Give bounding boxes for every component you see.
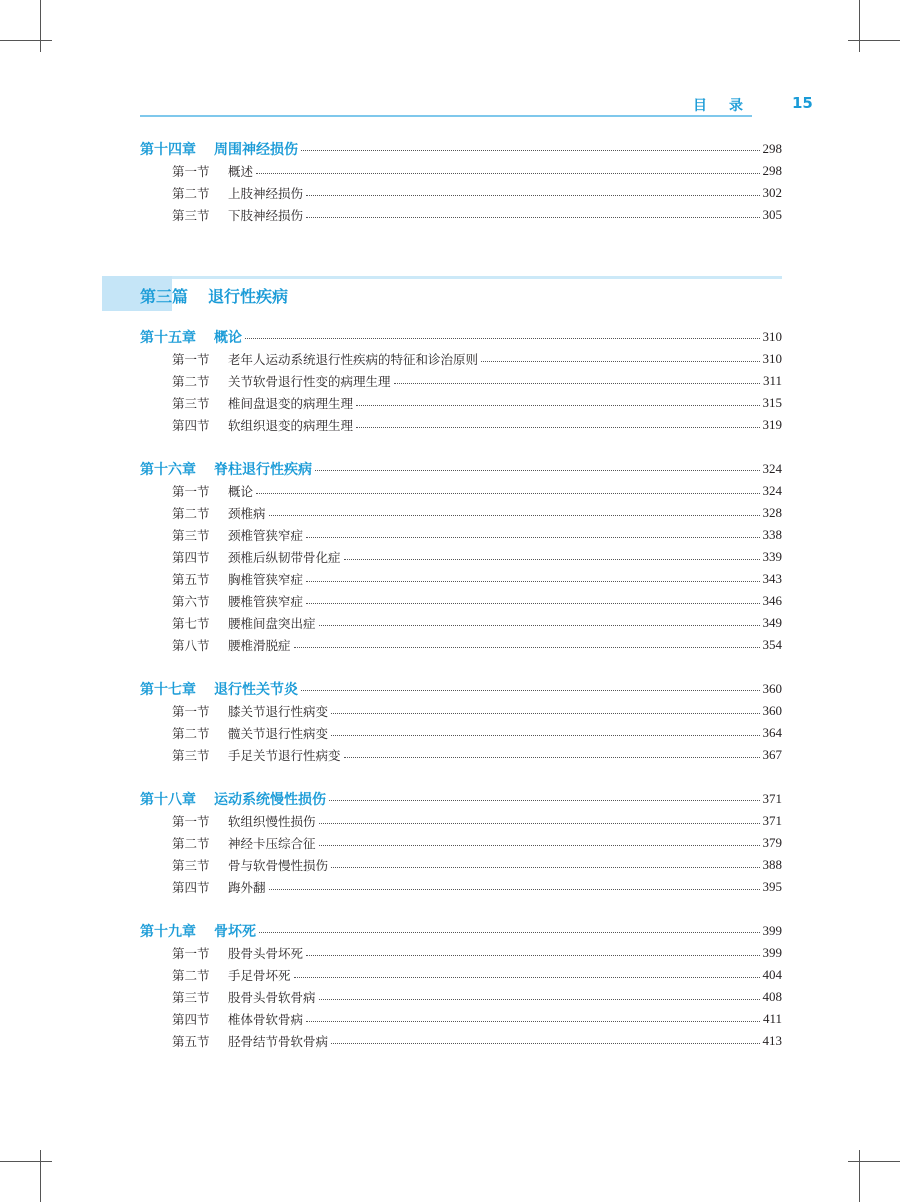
section-entry-page: 311: [762, 373, 782, 388]
section-entry-label: 第三节: [172, 528, 210, 543]
toc-after-part: [140, 325, 782, 1052]
section-entry-label: 第四节: [172, 1012, 210, 1027]
dot-leader: [245, 338, 760, 339]
section-entry-page: 413: [762, 1033, 782, 1048]
chapter-entry-title: 周围神经损伤: [214, 141, 298, 158]
chapter-group: [140, 677, 782, 766]
section-entry-page: 302: [762, 185, 782, 200]
section-entry[interactable]: [140, 700, 782, 722]
section-entry[interactable]: [140, 942, 782, 964]
section-entry-label: 第一节: [172, 352, 210, 367]
section-entry-title: 膝关节退行性病变: [228, 704, 329, 719]
section-entry-page: 379: [762, 835, 782, 850]
dot-leader: [356, 405, 759, 406]
section-entry-title: 胫骨结节骨软骨病: [228, 1034, 329, 1049]
page-number: 15: [792, 94, 813, 112]
crop-mark: [859, 1150, 860, 1202]
section-entry-label: 第三节: [172, 748, 210, 763]
section-entry-page: 328: [762, 505, 782, 520]
section-entry-page: 319: [762, 417, 782, 432]
chapter-entry-page: 360: [762, 680, 782, 696]
crop-mark: [40, 0, 41, 52]
section-entry-label: 第二节: [172, 186, 210, 201]
dot-leader: [306, 195, 759, 196]
section-entry-label: 第三节: [172, 396, 210, 411]
section-entry-title: 颈椎后纵韧带骨化症: [228, 550, 341, 565]
dot-leader: [344, 757, 760, 758]
section-entry-title: 股骨头骨坏死: [228, 946, 304, 961]
section-entry[interactable]: [140, 986, 782, 1008]
chapter-entry-page: 298: [762, 140, 782, 156]
section-entry-label: 第三节: [172, 990, 210, 1005]
dot-leader: [319, 999, 760, 1000]
chapter-group: [140, 137, 782, 226]
dot-leader: [344, 559, 760, 560]
part-rule: [172, 276, 782, 279]
section-entry-label: 第四节: [172, 880, 210, 895]
dot-leader: [306, 955, 759, 956]
part-title: 退行性疾病: [208, 287, 289, 306]
dot-leader: [331, 713, 759, 714]
chapter-entry[interactable]: [140, 137, 782, 160]
section-entry-page: 315: [762, 395, 782, 410]
section-entry[interactable]: [140, 590, 782, 612]
chapter-group: [140, 919, 782, 1052]
chapter-entry-page: 310: [762, 328, 782, 344]
section-entry-label: 第二节: [172, 374, 210, 389]
section-entry-title: 概论: [228, 484, 254, 499]
dot-leader: [331, 1043, 759, 1044]
section-entry[interactable]: [140, 634, 782, 656]
dot-leader: [356, 427, 759, 428]
toc-before-part: [140, 137, 782, 226]
section-entry-page: 339: [762, 549, 782, 564]
chapter-entry-label: 第十五章: [140, 329, 196, 346]
dot-leader: [331, 867, 759, 868]
section-entry-page: 354: [762, 637, 782, 652]
dot-leader: [331, 735, 759, 736]
section-entry-page: 388: [762, 857, 782, 872]
section-entry[interactable]: [140, 480, 782, 502]
chapter-entry-page: 324: [762, 460, 782, 476]
crop-mark: [848, 40, 900, 41]
section-entry[interactable]: [140, 160, 782, 182]
section-entry-label: 第一节: [172, 814, 210, 829]
section-entry-title: 椎间盘退变的病理生理: [228, 396, 354, 411]
section-entry[interactable]: [140, 964, 782, 986]
chapter-group: [140, 787, 782, 898]
section-entry[interactable]: [140, 744, 782, 766]
chapter-entry-label: 第十七章: [140, 681, 196, 698]
dot-leader: [319, 625, 760, 626]
chapter-entry[interactable]: [140, 787, 782, 810]
section-entry-title: 软组织慢性损伤: [228, 814, 316, 829]
dot-leader: [301, 150, 760, 151]
section-entry[interactable]: [140, 854, 782, 876]
chapter-entry[interactable]: [140, 919, 782, 942]
dot-leader: [481, 361, 759, 362]
chapter-entry-title: 骨坏死: [214, 923, 256, 940]
crop-mark: [0, 1161, 52, 1162]
section-entry-title: 骨与软骨慢性损伤: [228, 858, 329, 873]
dot-leader: [269, 889, 760, 890]
section-entry[interactable]: [140, 502, 782, 524]
dot-leader: [394, 383, 760, 384]
chapter-entry-label: 第十四章: [140, 141, 196, 158]
dot-leader: [306, 217, 759, 218]
section-entry[interactable]: [140, 414, 782, 436]
dot-leader: [306, 537, 759, 538]
part-label: 第三篇: [140, 287, 189, 306]
section-entry-page: 395: [762, 879, 782, 894]
section-entry-page: 349: [762, 615, 782, 630]
section-entry-page: 324: [762, 483, 782, 498]
section-entry-page: 305: [762, 207, 782, 222]
section-entry-title: 胸椎管狭窄症: [228, 572, 304, 587]
section-entry-title: 股骨头骨软骨病: [228, 990, 316, 1005]
section-entry[interactable]: [140, 546, 782, 568]
section-entry[interactable]: [140, 568, 782, 590]
section-entry-title: 踇外翻: [228, 880, 266, 895]
dot-leader: [306, 603, 759, 604]
section-entry[interactable]: [140, 612, 782, 634]
section-entry-page: 298: [762, 163, 782, 178]
chapter-entry-title: 概论: [214, 329, 242, 346]
section-entry-label: 第一节: [172, 484, 210, 499]
chapter-entry-title: 脊柱退行性疾病: [214, 461, 312, 478]
section-entry-title: 上肢神经损伤: [228, 186, 304, 201]
chapter-entry-label: 第十六章: [140, 461, 196, 478]
section-entry-page: 310: [762, 351, 782, 366]
section-entry-label: 第三节: [172, 208, 210, 223]
section-entry[interactable]: [140, 182, 782, 204]
section-entry-page: 399: [762, 945, 782, 960]
section-entry-page: 404: [762, 967, 782, 982]
section-entry-page: 367: [762, 747, 782, 762]
section-entry-label: 第七节: [172, 616, 210, 631]
dot-leader: [329, 800, 760, 801]
section-entry[interactable]: [140, 1030, 782, 1052]
section-entry-title: 髋关节退行性病变: [228, 726, 329, 741]
dot-leader: [294, 977, 760, 978]
section-entry-label: 第二节: [172, 506, 210, 521]
chapter-entry-label: 第十八章: [140, 791, 196, 808]
section-entry[interactable]: [140, 832, 782, 854]
section-entry[interactable]: [140, 204, 782, 226]
dot-leader: [301, 690, 760, 691]
crop-mark: [859, 0, 860, 52]
header-rule: [140, 115, 752, 117]
section-entry[interactable]: [140, 392, 782, 414]
section-entry-title: 腰椎滑脱症: [228, 638, 291, 653]
section-entry-label: 第一节: [172, 704, 210, 719]
section-entry-title: 概述: [228, 164, 254, 179]
section-entry[interactable]: [140, 722, 782, 744]
section-entry-label: 第二节: [172, 726, 210, 741]
dot-leader: [306, 581, 759, 582]
dot-leader: [256, 493, 759, 494]
section-entry-title: 颈椎病: [228, 506, 266, 521]
chapter-entry-page: 371: [762, 790, 782, 806]
chapter-entry[interactable]: [140, 677, 782, 700]
dot-leader: [256, 173, 759, 174]
section-entry-page: 343: [762, 571, 782, 586]
section-entry-page: 371: [762, 813, 782, 828]
section-entry-page: 346: [762, 593, 782, 608]
section-entry-label: 第六节: [172, 594, 210, 609]
section-entry-title: 关节软骨退行性变的病理生理: [228, 374, 391, 389]
section-entry-label: 第二节: [172, 968, 210, 983]
dot-leader: [294, 647, 760, 648]
section-entry-label: 第五节: [172, 1034, 210, 1049]
chapter-entry-page: 399: [762, 922, 782, 938]
section-entry[interactable]: [140, 1008, 782, 1030]
section-entry-page: 338: [762, 527, 782, 542]
section-entry-label: 第一节: [172, 164, 210, 179]
section-entry-label: 第八节: [172, 638, 210, 653]
section-entry-page: 408: [762, 989, 782, 1004]
section-entry-label: 第三节: [172, 858, 210, 873]
section-entry-label: 第二节: [172, 836, 210, 851]
section-entry-page: 411: [762, 1011, 782, 1026]
section-entry-title: 颈椎管狭窄症: [228, 528, 304, 543]
section-entry[interactable]: [140, 810, 782, 832]
dot-leader: [319, 823, 760, 824]
chapter-group: [140, 457, 782, 656]
section-entry-title: 腰椎管狭窄症: [228, 594, 304, 609]
section-entry-page: 360: [762, 703, 782, 718]
section-entry-label: 第四节: [172, 550, 210, 565]
section-entry-page: 364: [762, 725, 782, 740]
section-entry-label: 第四节: [172, 418, 210, 433]
section-entry[interactable]: [140, 370, 782, 392]
section-entry[interactable]: [140, 348, 782, 370]
dot-leader: [259, 932, 760, 933]
chapter-entry[interactable]: [140, 457, 782, 480]
crop-mark: [0, 40, 52, 41]
running-header-title: 目录: [693, 98, 765, 114]
section-entry[interactable]: [140, 524, 782, 546]
chapter-entry-title: 退行性关节炎: [214, 681, 298, 698]
chapter-entry[interactable]: [140, 325, 782, 348]
section-entry-title: 椎体骨软骨病: [228, 1012, 304, 1027]
section-entry-title: 手足关节退行性病变: [228, 748, 341, 763]
crop-mark: [848, 1161, 900, 1162]
section-entry[interactable]: [140, 876, 782, 898]
chapter-entry-title: 运动系统慢性损伤: [214, 791, 326, 808]
section-entry-title: 老年人运动系统退行性疾病的特征和诊治原则: [228, 352, 479, 367]
dot-leader: [315, 470, 760, 471]
section-entry-title: 神经卡压综合征: [228, 836, 316, 851]
chapter-entry-label: 第十九章: [140, 923, 196, 940]
crop-mark: [40, 1150, 41, 1202]
dot-leader: [319, 845, 760, 846]
section-entry-title: 腰椎间盘突出症: [228, 616, 316, 631]
chapter-group: [140, 325, 782, 436]
section-entry-label: 第一节: [172, 946, 210, 961]
dot-leader: [269, 515, 760, 516]
dot-leader: [306, 1021, 760, 1022]
section-entry-title: 手足骨坏死: [228, 968, 291, 983]
section-entry-title: 软组织退变的病理生理: [228, 418, 354, 433]
section-entry-title: 下肢神经损伤: [228, 208, 304, 223]
section-entry-label: 第五节: [172, 572, 210, 587]
